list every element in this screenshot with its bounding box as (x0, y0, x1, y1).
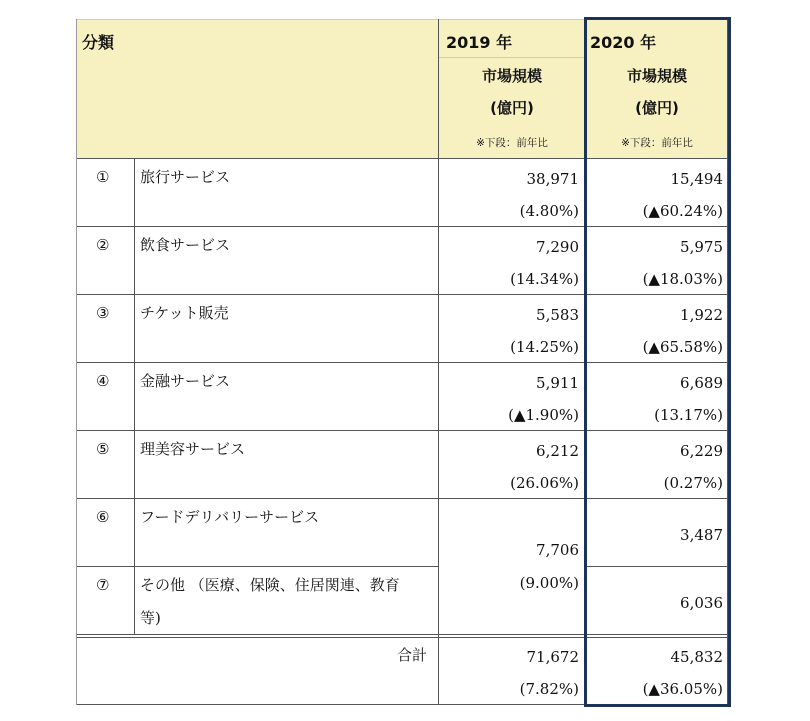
row4-rate-2019: (▲1.90%) (508, 406, 579, 424)
row7-value-2020: 6,036 (680, 594, 723, 612)
header-2019-note: ※下段：前年比 (476, 137, 548, 149)
row3-value-2020: 1,922 (680, 306, 723, 324)
total-rate-2020: (▲36.05%) (642, 680, 723, 698)
total-value-2020: 45,832 (670, 648, 723, 666)
row2-name: 飲食サービス (140, 236, 231, 254)
row6-value-2020: 3,487 (680, 526, 723, 544)
header-2020-unit: (億円) (635, 99, 679, 117)
row7-name-line1: その他 （医療、保険、住居関連、教育 (140, 576, 400, 594)
row3-number: ③ (96, 304, 110, 322)
row3-rate-2019: (14.25%) (510, 338, 579, 356)
row7-name-line2: 等) (140, 609, 161, 627)
highlight-2020-frame (584, 17, 731, 707)
row3-name: チケット販売 (140, 304, 229, 322)
row2-number: ② (96, 236, 110, 254)
header-2020-note: ※下段：前年比 (621, 137, 693, 149)
combined-rate-2019: (9.00%) (519, 574, 579, 592)
row5-rate-2019: (26.06%) (510, 474, 579, 492)
row5-rate-2020: (0.27%) (663, 474, 723, 492)
row1-rate-2020: (▲60.24%) (642, 202, 723, 220)
row6-name: フードデリバリーサービス (140, 508, 320, 526)
rule-header-2019 (438, 57, 586, 58)
row1-value-2019: 38,971 (526, 170, 579, 188)
row2-value-2020: 5,975 (680, 238, 723, 256)
row7-number: ⑦ (96, 576, 110, 594)
rule-left (76, 19, 77, 705)
row4-value-2019: 5,911 (536, 374, 579, 392)
row2-rate-2019: (14.34%) (510, 270, 579, 288)
row3-rate-2020: (▲65.58%) (642, 338, 723, 356)
row4-name: 金融サービス (140, 372, 231, 390)
row6-number: ⑥ (96, 508, 110, 526)
row4-number: ④ (96, 372, 110, 390)
header-2020-market-size: 市場規模 (626, 67, 687, 85)
row5-name: 理美容サービス (140, 440, 246, 458)
rule-num-separator (134, 158, 135, 634)
row4-value-2020: 6,689 (680, 374, 723, 392)
header-2020: 2020 年 (590, 33, 657, 52)
total-rate-2019: (7.82%) (519, 680, 579, 698)
row2-value-2019: 7,290 (536, 238, 579, 256)
row1-name: 旅行サービス (140, 168, 231, 186)
row5-value-2019: 6,212 (536, 442, 579, 460)
combined-value-2019: 7,706 (536, 541, 579, 559)
row5-number: ⑤ (96, 440, 110, 458)
rule-row6-left (76, 566, 438, 567)
header-2019-unit: (億円) (490, 99, 534, 117)
total-value-2019: 71,672 (526, 648, 579, 666)
row1-value-2020: 15,494 (670, 170, 723, 188)
header-category: 分類 (82, 33, 115, 52)
header-2019: 2019 年 (446, 33, 513, 52)
row5-value-2020: 6,229 (680, 442, 723, 460)
row1-rate-2019: (4.80%) (519, 202, 579, 220)
row4-rate-2020: (13.17%) (654, 406, 723, 424)
rule-col-2019 (438, 19, 439, 705)
row2-rate-2020: (▲18.03%) (642, 270, 723, 288)
row3-value-2019: 5,583 (536, 306, 579, 324)
row1-number: ① (96, 168, 110, 186)
total-label: 合計 (397, 646, 428, 664)
header-2019-market-size: 市場規模 (481, 67, 542, 85)
